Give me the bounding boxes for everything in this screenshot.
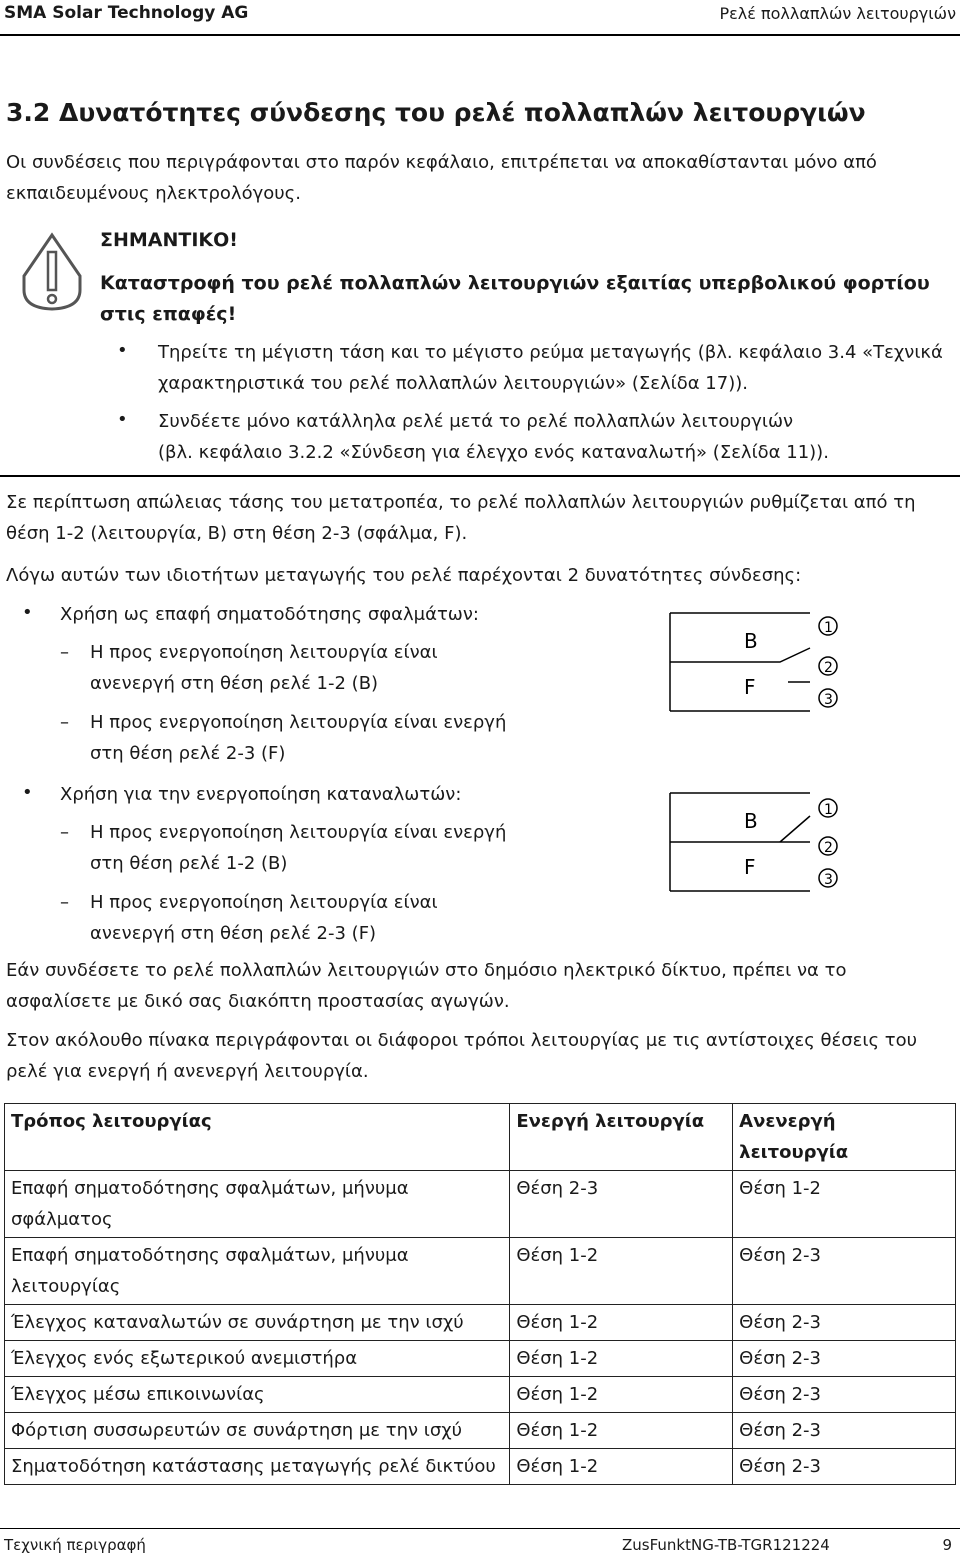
column-header-mode: Τρόπος λειτουργίας: [5, 1104, 510, 1171]
table-row: [5, 1171, 956, 1238]
important-bullet-2-line-2: (βλ. κεφάλαιο 3.2.2 «Σύνδεση για έλεγχο ενός καταναλωτή» (Σελίδα 11)).: [158, 442, 829, 463]
terminal-1-label: 1: [824, 620, 833, 636]
important-heading-line-1: Καταστροφή του ρελέ πολλαπλών λειτουργιών εξαιτίας υπερβολικού φορτίου: [100, 272, 930, 294]
section-title: 3.2 Δυνατότητες σύνδεσης του ρελέ πολλαπλών λειτουργιών: [6, 98, 866, 127]
paragraph-1-line-2: θέση 1-2 (λειτουργία, B) στη θέση 2-3 (σφάλμα, F).: [6, 523, 468, 544]
column-header-inactive-line-1: Ανενεργή: [739, 1111, 836, 1132]
paragraph-4-line-2: ρελέ για ενεργή ή ανενεργή λειτουργία.: [6, 1061, 369, 1082]
diagram-label-b: B: [744, 809, 758, 833]
footer-rule: [0, 1528, 960, 1529]
option-2-item-1-line-2: στη θέση ρελέ 1-2 (B): [90, 853, 288, 874]
table-cell-mode: Έλεγχος μέσω επικοινωνίας: [5, 1377, 510, 1413]
table-cell-mode: Σηματοδότηση κατάστασης μεταγωγής ρελέ δικτύου: [5, 1449, 510, 1485]
option-2-item-2-line-2: ανενεργή στη θέση ρελέ 2-3 (F): [90, 923, 377, 944]
mode-line-1: Επαφή σηματοδότησης σφαλμάτων, μήνυμα: [11, 1245, 409, 1266]
option-1-item-2-line-1: Η προς ενεργοποίηση λειτουργία είναι ενεργή: [90, 712, 507, 733]
important-bullet-1-line-2: χαρακτηριστικά του ρελέ πολλαπλών λειτουργιών» (Σελίδα 17)).: [158, 373, 748, 394]
table-header-row: [5, 1104, 956, 1171]
intro-line-1: Οι συνδέσεις που περιγράφονται στο παρόν κεφάλαιο, επιτρέπεται να αποκαθίστανται μόνο από: [6, 152, 877, 173]
terminal-2-label: 2: [824, 660, 833, 676]
table-cell-active: Θέση 1-2: [510, 1449, 733, 1485]
footer-doc-id: ZusFunktNG-TB-TGR121224: [622, 1536, 830, 1554]
paragraph-1-line-1: Σε περίπτωση απώλειας τάσης του μετατροπέα, το ρελέ πολλαπλών λειτουργιών ρυθμίζεται από τη: [6, 492, 916, 513]
column-header-inactive-line-2: λειτουργία: [739, 1142, 849, 1163]
bullet-icon: •: [22, 602, 33, 623]
warning-icon: [18, 232, 86, 312]
paragraph-3-line-1: Εάν συνδέσετε το ρελέ πολλαπλών λειτουργιών στο δημόσιο ηλεκτρικό δίκτυο, πρέπει να το: [6, 960, 847, 981]
table-cell-active: Θέση 1-2: [510, 1238, 733, 1305]
paragraph-2: Λόγω αυτών των ιδιοτήτων μεταγωγής του ρελέ παρέχονται 2 δυνατότητες σύνδεσης:: [6, 565, 802, 586]
diagram-label-b: B: [744, 629, 758, 653]
table-cell-active: Θέση 1-2: [510, 1341, 733, 1377]
mode-line-2: σφάλματος: [11, 1209, 113, 1230]
terminal-3-label: 3: [824, 872, 833, 888]
footer-left: Τεχνική περιγραφή: [4, 1536, 146, 1554]
table-cell-mode: Έλεγχος καταναλωτών σε συνάρτηση με την ισχύ: [5, 1305, 510, 1341]
table-cell-inactive: Θέση 2-3: [733, 1341, 956, 1377]
footer-page-number: 9: [942, 1536, 952, 1554]
option-1-item-1-line-1: Η προς ενεργοποίηση λειτουργία είναι: [90, 642, 438, 663]
relay-diagram-fault-contact: [668, 612, 858, 712]
operating-modes-table: [4, 1103, 956, 1485]
column-header-active: Ενεργή λειτουργία: [510, 1104, 733, 1171]
table-cell-active: Θέση 1-2: [510, 1413, 733, 1449]
table-cell-inactive: Θέση 2-3: [733, 1305, 956, 1341]
table-row: [5, 1377, 956, 1413]
terminal-3-label: 3: [824, 692, 833, 708]
option-2-item-1-line-1: Η προς ενεργοποίηση λειτουργία είναι ενεργή: [90, 822, 507, 843]
option-2-item-2-line-1: Η προς ενεργοποίηση λειτουργία είναι: [90, 892, 438, 913]
terminal-1-label: 1: [824, 802, 833, 818]
mode-line-2: λειτουργίας: [11, 1276, 121, 1297]
option-1-item-1-line-2: ανενεργή στη θέση ρελέ 1-2 (B): [90, 673, 379, 694]
paragraph-4-line-1: Στον ακόλουθο πίνακα περιγράφονται οι διάφοροι τρόποι λειτουργίας με τις αντίστοιχες θέσεις του: [6, 1030, 918, 1051]
relay-diagram-load-activation: [668, 792, 858, 892]
option-2-title: Χρήση για την ενεργοποίηση καταναλωτών:: [60, 784, 462, 805]
table-cell-inactive: Θέση 2-3: [733, 1413, 956, 1449]
table-cell-inactive: Θέση 2-3: [733, 1377, 956, 1413]
table-row: [5, 1305, 956, 1341]
table-cell-active: Θέση 1-2: [510, 1377, 733, 1413]
terminal-2-label: 2: [824, 840, 833, 856]
intro-line-2: εκπαιδευμένους ηλεκτρολόγους.: [6, 183, 301, 204]
notice-bottom-rule: [0, 475, 960, 477]
option-1-item-2-line-2: στη θέση ρελέ 2-3 (F): [90, 743, 286, 764]
important-label: ΣΗΜΑΝΤΙΚΟ!: [100, 229, 238, 251]
option-1-title: Χρήση ως επαφή σηματοδότησης σφαλμάτων:: [60, 604, 480, 625]
bullet-icon: •: [117, 409, 128, 430]
table-cell-mode: [5, 1238, 510, 1305]
bullet-icon: •: [22, 782, 33, 803]
dash-icon: –: [60, 712, 69, 733]
column-header-inactive: [733, 1104, 956, 1171]
dash-icon: –: [60, 892, 69, 913]
diagram-label-f: F: [744, 855, 756, 879]
header-company: SMA Solar Technology AG: [4, 3, 249, 23]
table-cell-mode: [5, 1171, 510, 1238]
table-row: [5, 1238, 956, 1305]
table-cell-active: Θέση 2-3: [510, 1171, 733, 1238]
paragraph-3-line-2: ασφαλίσετε με δικό σας διακόπτη προστασίας αγωγών.: [6, 991, 510, 1012]
important-heading-line-2: στις επαφές!: [100, 303, 237, 325]
dash-icon: –: [60, 822, 69, 843]
table-cell-mode: Έλεγχος ενός εξωτερικού ανεμιστήρα: [5, 1341, 510, 1377]
header-rule: [0, 34, 960, 36]
table-cell-inactive: Θέση 2-3: [733, 1238, 956, 1305]
table-row: [5, 1413, 956, 1449]
important-bullet-2-line-1: Συνδέετε μόνο κατάλληλα ρελέ μετά το ρελέ πολλαπλών λειτουργιών: [158, 411, 794, 432]
diagram-label-f: F: [744, 675, 756, 699]
header-running-title: Ρελέ πολλαπλών λειτουργιών: [719, 4, 956, 23]
table-cell-mode: Φόρτιση συσσωρευτών σε συνάρτηση με την ισχύ: [5, 1413, 510, 1449]
table-cell-inactive: Θέση 2-3: [733, 1449, 956, 1485]
table-cell-active: Θέση 1-2: [510, 1305, 733, 1341]
table-row: [5, 1341, 956, 1377]
bullet-icon: •: [117, 340, 128, 361]
important-bullet-1-line-1: Τηρείτε τη μέγιστη τάση και το μέγιστο ρεύμα μεταγωγής (βλ. κεφάλαιο 3.4 «Τεχνικά: [158, 342, 943, 363]
dash-icon: –: [60, 642, 69, 663]
table-cell-inactive: Θέση 1-2: [733, 1171, 956, 1238]
table-row: [5, 1449, 956, 1485]
mode-line-1: Επαφή σηματοδότησης σφαλμάτων, μήνυμα: [11, 1178, 409, 1199]
